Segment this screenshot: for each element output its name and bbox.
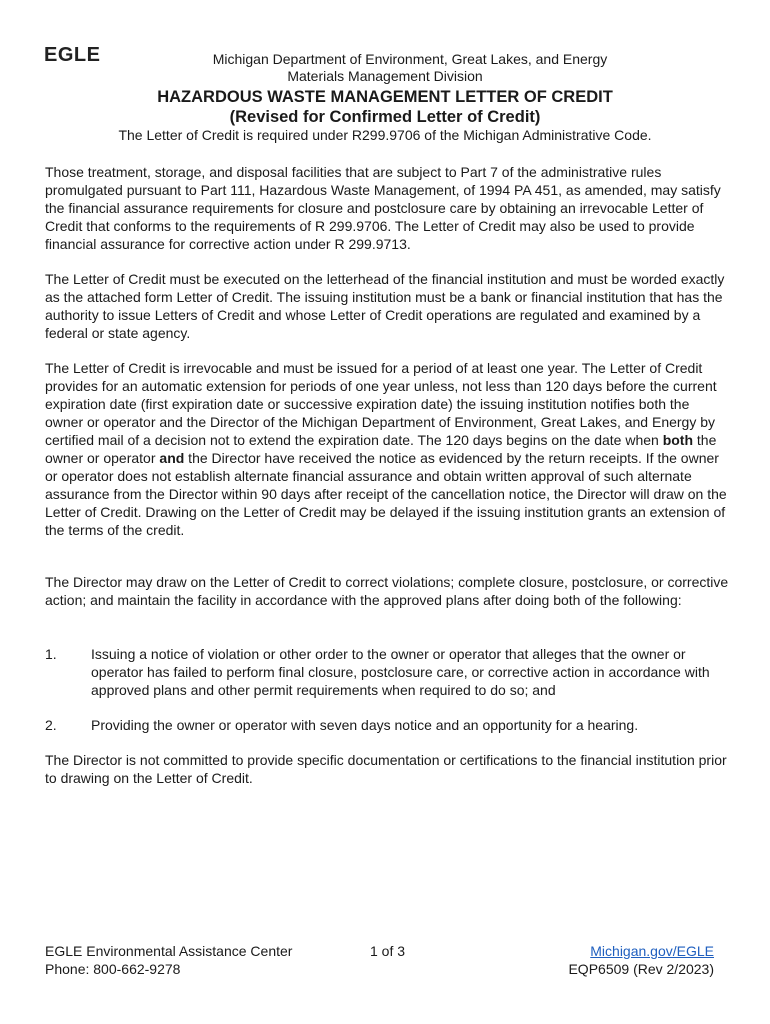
- paragraph-text: the Director have received the notice as evidenced by the return receipts. If the owner or operator does not establish alternate financial assurance and obtain written approval of such alternate assurance from the Director within 90 days after receipt of the cancellation notice, the Director will draw on the Letter of Credit. Drawing on the Letter of Credit may be delayed if the issuing institution grants an extension of the terms of the credit.: [45, 450, 727, 538]
- emphasis-both: both: [662, 432, 694, 448]
- form-id: EQP6509 (Rev 2/2023): [568, 961, 714, 977]
- document-title: HAZARDOUS WASTE MANAGEMENT LETTER OF CREDIT: [157, 88, 613, 106]
- footer-website-link[interactable]: Michigan.gov/EGLE: [590, 943, 714, 959]
- egle-logo-text: EGLE: [44, 44, 101, 64]
- page-number: 1 of 3: [370, 943, 406, 959]
- list-text: Providing the owner or operator with seven days notice and an opportunity for a hearing.: [91, 717, 639, 733]
- division-name: Materials Management Division: [287, 68, 483, 84]
- legal-requirement-note: The Letter of Credit is required under R299.9706 of the Michigan Administrative Code.: [118, 127, 652, 143]
- paragraph-text: the owner or operator: [45, 432, 717, 466]
- list-number: 2.: [45, 717, 57, 733]
- footer-phone: Phone: 800-662-9278: [45, 961, 181, 977]
- agency-name: Michigan Department of Environment, Great Lakes, and Energy: [212, 51, 608, 67]
- emphasis-and: and: [159, 450, 185, 466]
- paragraph-text: The Letter of Credit is irrevocable and must be issued for a period of at least one year. The Letter of Credit provides for an automatic extension for periods of one year unless, not less than 120 days before the current expiration date (first expiration date or successive expiration date) the issuing institution notifies both the owner or operator and the Director of the Michigan Department of Environment, Great Lakes, and Energy by certified mail of a decision not to extend the expiration date. The 120 days begins on the date when: [45, 360, 717, 448]
- paragraph-irrevocable: [45, 359, 730, 539]
- paragraph-intro: Those treatment, storage, and disposal facilities that are subject to Part 7 of the administrative rules promulgated pursuant to Part 111, Hazardous Waste Management, of 1994 PA 451, as amended, may satisfy the financial assurance requirements for closure and postclosure care by obtaining an irrevocable Letter of Credit that conforms to the requirements of R 299.9706. The Letter of Credit may also be used to provide financial assurance for corrective action under R 299.9713.: [45, 164, 721, 252]
- paragraph-execution: The Letter of Credit must be executed on the letterhead of the financial institution and must be worded exactly as the attached form Letter of Credit. The issuing institution must be a bank or financial institution that has the authority to issue Letters of Credit and whose Letter of Credit operations are regulated and examined by a federal or state agency.: [45, 271, 725, 341]
- list-number: 1.: [45, 646, 57, 662]
- footer-center-name: EGLE Environmental Assistance Center: [45, 943, 293, 959]
- list-text: Issuing a notice of violation or other order to the owner or operator that alleges that the owner or operator has failed to perform final closure, postclosure care, or corrective action in accordance with approved plans and other permit requirements when required to do so; and: [91, 646, 710, 698]
- paragraph-director-draw: The Director may draw on the Letter of Credit to correct violations; complete closure, postclosure, or corrective action; and maintain the facility in accordance with the approved plans after doing both of the following:: [45, 574, 729, 608]
- paragraph-documentation: The Director is not committed to provide specific documentation or certifications to the financial institution prior to drawing on the Letter of Credit.: [45, 752, 727, 786]
- document-subtitle-revised: (Revised for Confirmed Letter of Credit): [229, 108, 541, 126]
